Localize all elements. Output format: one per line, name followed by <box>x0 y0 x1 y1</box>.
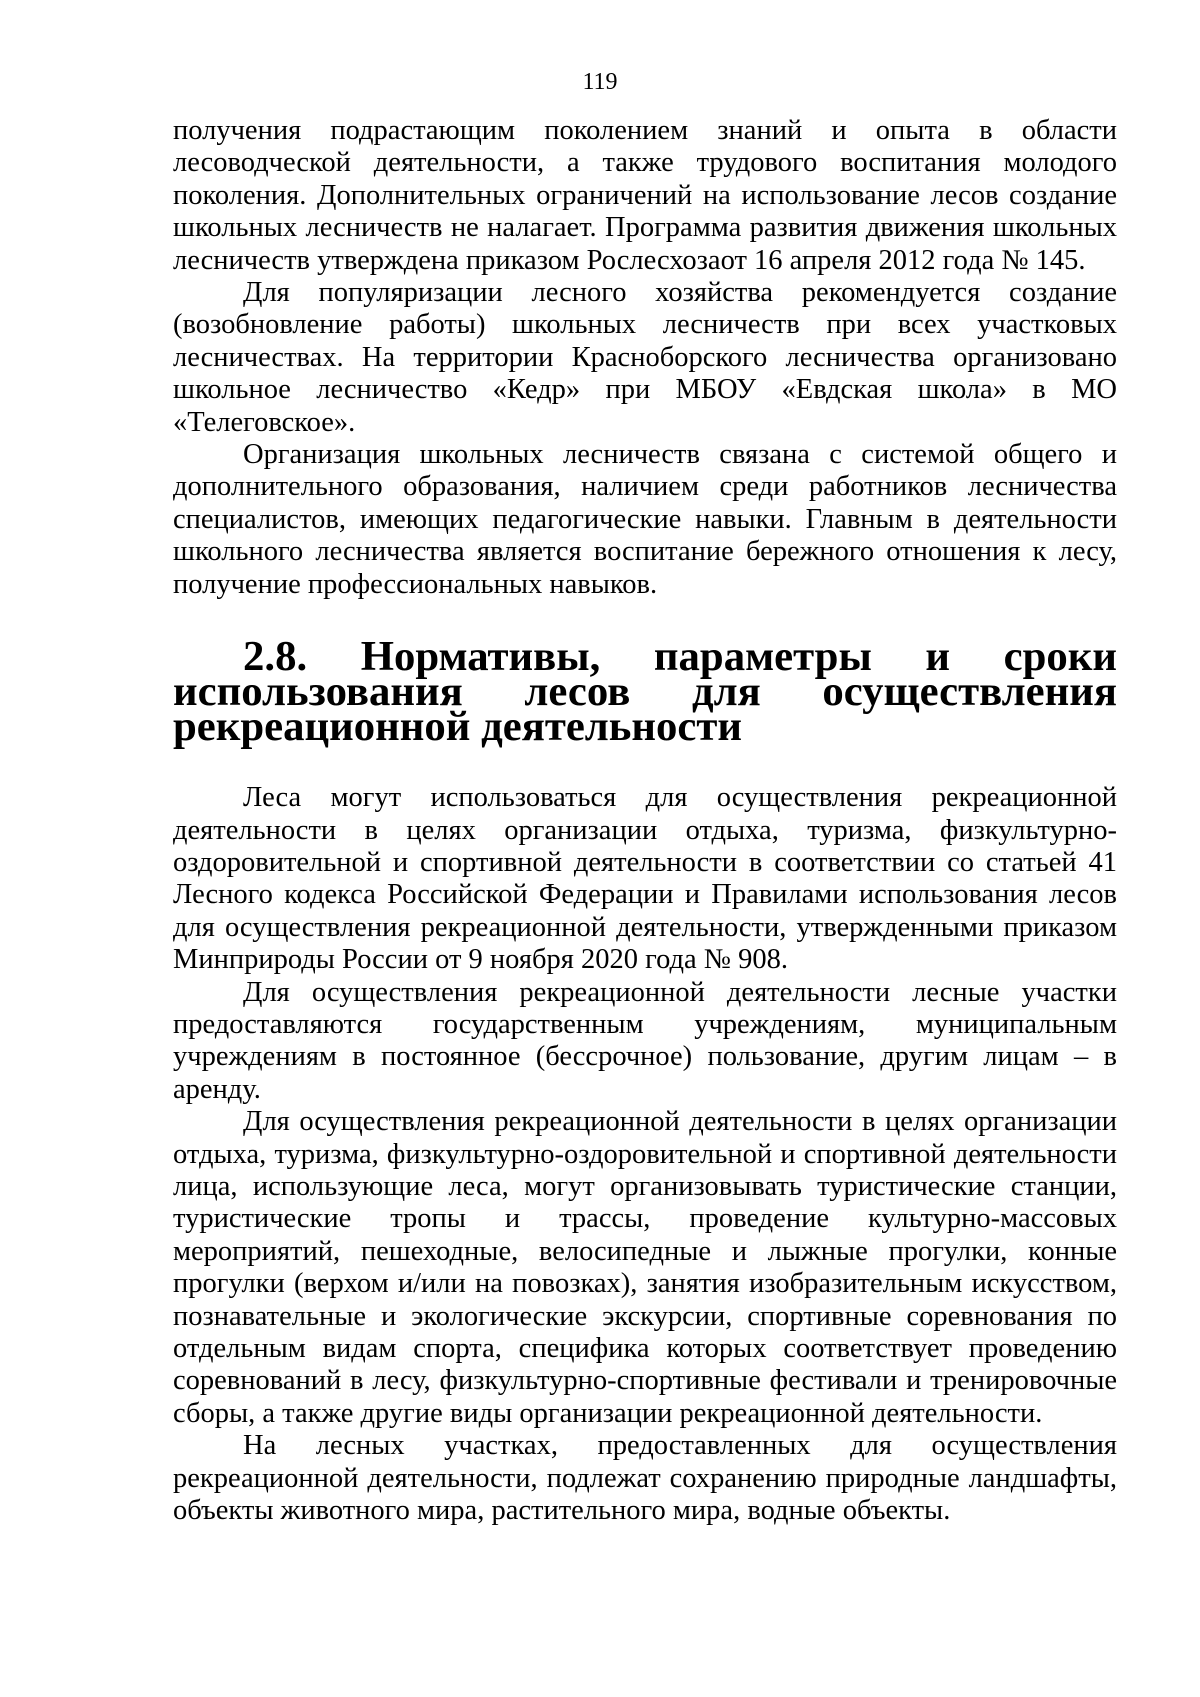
paragraph-continuation: получения подрастающим поколением знаний и опыта в области лесоводческой деятельности, а также трудового воспитания молодого поколения. Дополнительных ограничений на использование лесов создание школьных лесничеств не налагает. Программа развития движения школьных лесничеств утверждена приказом Рослесхозаот 16 апреля 2012 года № 145. <box>173 115 1117 276</box>
paragraph-recreational-use: Леса могут использоваться для осуществления рекреационной деятельности в целях организации отдыха, туризма, физкультурно-оздоровительной и спортивной деятельности в соответствии со статьей 41 Лесного кодекса Российской Федерации и Правилами использования лесов для осуществления рекреационной деятельности, утвержденными приказом Минприроды России от 9 ноября 2020 года № 908. <box>173 782 1117 976</box>
page-number: 119 <box>582 69 618 95</box>
paragraph-preservation: На лесных участках, предоставленных для осуществления рекреационной деятельности, подлежат сохранению природные ландшафты, объекты животного мира, растительного мира, водные объекты. <box>173 1430 1117 1527</box>
paragraph-recreational-activities: Для осуществления рекреационной деятельности в целях организации отдыха, туризма, физкультурно-оздоровительной и спортивной деятельности лица, использующие леса, могут организовывать туристические станции, туристические тропы и трассы, проведение культурно-массовых мероприятий, пешеходные, велосипедные и лыжные прогулки, конные прогулки (верхом и/или на повозках), занятия изобразительным искусством, познавательные и экологические экскурсии, спортивные соревнования по отдельным видам спорта, специфика которых соответствует проведению соревнований в лесу, физкультурно-спортивные фестивали и тренировочные сборы, а также другие виды организации рекреационной деятельности. <box>173 1106 1117 1429</box>
paragraph-land-provision: Для осуществления рекреационной деятельности лесные участки предоставляются государственным учреждениям, муниципальным учреждениям в постоянное (бессрочное) пользование, другим лицам – в аренду. <box>173 976 1117 1105</box>
paragraph-school-forestry-organization: Организация школьных лесничеств связана с системой общего и дополнительного образования, наличием среди работников лесничества специалистов, имеющих педагогические навыки. Главным в деятельности школьного лесничества является воспитание бережного отношения к лесу, получение профессиональных навыков. <box>173 439 1117 600</box>
paragraph-school-forestry-popularization: Для популяризации лесного хозяйства рекомендуется создание (возобновление работы) школьных лесничеств при всех участковых лесничествах. На территории Красноборского лесничества организовано школьное лесничество «Кедр» при МБОУ «Евдская школа» в МО «Телеговское». <box>173 277 1117 438</box>
document-body <box>173 115 1117 1527</box>
section-heading: 2.8. Нормативы, параметры и сроки использования лесов для осуществления рекреационной деятельности <box>173 633 1117 751</box>
